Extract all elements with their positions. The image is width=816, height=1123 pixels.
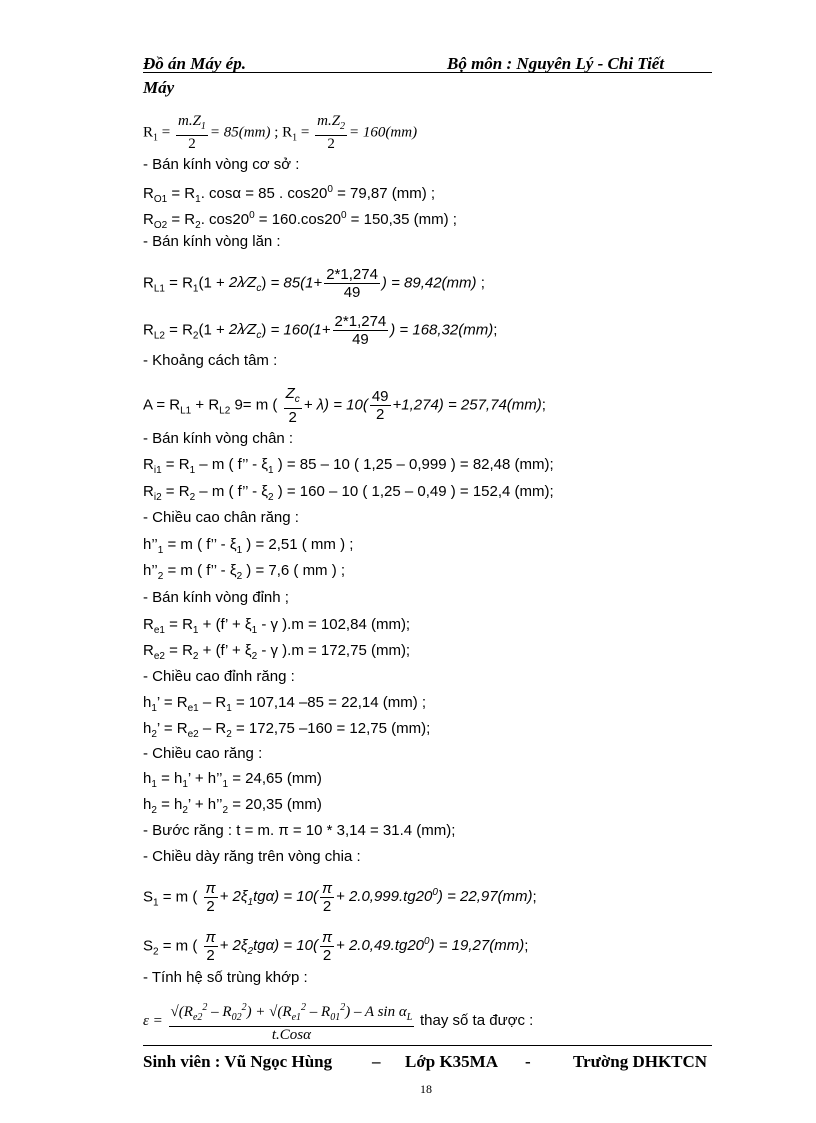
heading-roll-circle: - Bán kính vòng lăn :: [143, 233, 281, 250]
formula-ri2: $R_{i2} = R_2 - m$ ( f’’ - $\xi_2$ ) = 160 – 10 ( 1,25 – 0,49 ) = 152,4 (mm);: [143, 483, 554, 503]
formula-ht2: $h_2 = h_2$’ + $h’’_2 = 20,35$ (mm): [143, 796, 322, 816]
radius-formula: $R_1$ = $\frac{m.Z_1}{2}$ = 85(mm) ; $R_1$ = $\frac{m.Z_2}{2}$ = 160(mm): [143, 113, 418, 152]
heading-root-height: - Chiều cao chân răng :: [143, 509, 299, 526]
heading-root-circle: - Bán kính vòng chân :: [143, 430, 294, 447]
header-rule: [143, 72, 712, 73]
heading-center-distance: - Khoảng cách tâm :: [143, 352, 278, 369]
footer-dash-1: –: [372, 1052, 381, 1071]
footer-dash-2: -: [525, 1052, 531, 1071]
footer-class: Lớp K35MA: [405, 1052, 499, 1071]
formula-rl2: $R_{L2} = R_2(1$ + $2\lambda⁄Z_c) = 160(1+$ $\frac{2*1,274}{49}$ ) = 168,32(mm);: [143, 313, 498, 348]
heading-tip-circle: - Bán kính vòng đỉnh ;: [143, 589, 289, 606]
footer-rule: [143, 1045, 712, 1046]
formula-re2: $R_{e2} = R_2 + (f$’ + $\xi_2$ - γ ).m = 172,75 (mm);: [143, 642, 411, 662]
formula-h1-tip: $h_1$’ = $R_{e1} - R_1 = 107,14$ –85 = 22,14 (mm) ;: [143, 694, 427, 714]
formula-s1: $S_1 = m$ ( $\frac{\pi}{2}$ + $2\xi_1tg\alpha) = 10$( $\frac{\pi}{2}$ + $2.0,999.tg20^0) = 22,97(mm)$;: [143, 880, 537, 915]
formula-rl1: $R_{L1} = R_1(1$ + $2\lambda⁄Z_c) = 85(1+$ $\frac{2*1,274}{49}$ ) = 89,42(mm) ;: [143, 266, 485, 301]
formula-ro2: $R_{O2} = R_2$. $\cos 20^0 = 160.\cos 20^0 = 150,35$ (mm) ;: [143, 210, 457, 231]
formula-h2-root: $h’’_2 = m$ ( f’’ - $\xi_2$ ) = 7,6 ( mm ) ;: [143, 562, 346, 582]
formula-s2: $S_2 = m$ ( $\frac{\pi}{2}$ + $2\xi_2tg\alpha) = 10$( $\frac{\pi}{2}$ + $2.0,49.tg20^0) = 19,27(mm)$;: [143, 929, 529, 964]
formula-contact-ratio: ε = $\frac{√(R_{e2}^2 - R_{02}^2) + √(R_{e1}^2 - R_{01}^2) - A \sin \alpha_L}{\text{t.Cosα}}$ thay số ta được :: [143, 999, 533, 1044]
formula-ht1: $h_1 = h_1$’ + $h’’_1 = 24,65$ (mm): [143, 770, 322, 790]
formula-ro1: $R_{O1} = R_1$. cosα = 85 . $\cos 20^0 = 79,87$ (mm) ;: [143, 184, 436, 205]
heading-base-circle: - Bán kính vòng cơ sở :: [143, 156, 300, 173]
header-continuation: Máy: [143, 78, 175, 97]
formula-pitch: - Bước răng : t = m. π = 10 * 3,14 = 31.4 (mm);: [143, 822, 456, 839]
header-left: Đồ án Máy ép.: [143, 54, 246, 73]
formula-h2-tip: $h_2$’ = $R_{e2} - R_2 = 172,75$ –160 = 12,75 (mm);: [143, 720, 431, 740]
heading-contact-ratio: - Tính hệ số trùng khớp :: [143, 969, 308, 986]
page-number: 18: [420, 1082, 432, 1096]
formula-re1: $R_{e1} = R_1 + (f$’ + $\xi_1$ - γ ).m = 102,84 (mm);: [143, 616, 411, 636]
footer-student: Sinh viên : Vũ Ngọc Hùng: [143, 1052, 333, 1071]
header-right: Bộ môn : Nguyên Lý - Chi Tiết: [447, 54, 665, 73]
formula-center-distance: $A = R_{L1} + R_{L2}$ 9= m ( $\frac{Z_c}{2}$ + λ) = 10( $\frac{49}{2}$ +1,274) = 257,74(mm);: [143, 385, 546, 426]
formula-h1-root: $h’’_1 = m$ ( f’’ - $\xi_1$ ) = 2,51 ( mm ) ;: [143, 536, 354, 556]
heading-tip-height: - Chiều cao đỉnh răng :: [143, 668, 295, 685]
footer-school: Trường DHKTCN: [573, 1052, 708, 1071]
heading-thickness: - Chiều dày răng trên vòng chia :: [143, 848, 361, 865]
formula-ri1: $R_{i1} = R_1 - m$ ( f’’ - $\xi_1$ ) = 85 – 10 ( 1,25 – 0,999 ) = 82,48 (mm);: [143, 456, 554, 476]
heading-tooth-height: - Chiều cao răng :: [143, 745, 263, 762]
